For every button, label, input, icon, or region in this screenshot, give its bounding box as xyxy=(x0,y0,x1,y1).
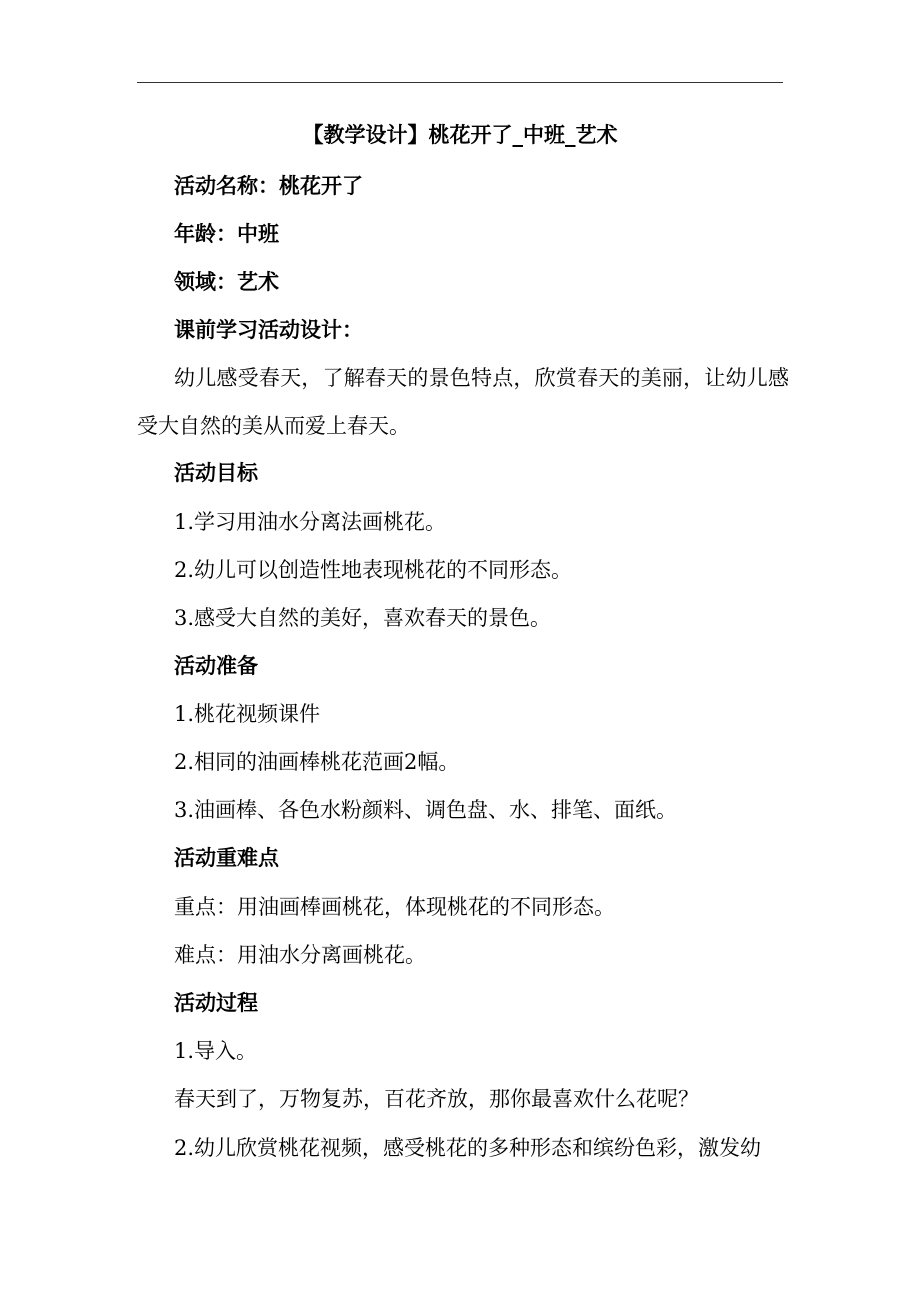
process-step: 2.幼儿欣赏桃花视频，感受桃花的多种形态和缤纷色彩，激发幼 xyxy=(174,1136,762,1160)
activity-name: 活动名称：桃花开了 xyxy=(174,174,363,198)
key-points-heading: 活动重难点 xyxy=(174,846,279,870)
header-rule xyxy=(137,82,783,83)
domain: 领域：艺术 xyxy=(174,270,279,294)
goal-item: 1.学习用油水分离法画桃花。 xyxy=(174,510,447,534)
goals-heading: 活动目标 xyxy=(174,461,258,485)
preparation-heading: 活动准备 xyxy=(174,654,258,678)
pre-class-heading: 课前学习活动设计： xyxy=(174,318,363,342)
goal-item: 3.感受大自然的美好，喜欢春天的景色。 xyxy=(174,606,552,630)
process-heading: 活动过程 xyxy=(174,991,258,1015)
process-step-text: 春天到了，万物复苏，百花齐放，那你最喜欢什么花呢？ xyxy=(174,1087,699,1111)
age: 年龄：中班 xyxy=(174,222,279,246)
goal-item: 2.幼儿可以创造性地表现桃花的不同形态。 xyxy=(174,558,573,582)
pre-class-paragraph: 幼儿感受春天，了解春天的景色特点，欣赏春天的美丽，让幼儿感受大自然的美从而爱上春天。 xyxy=(137,366,789,438)
key-point: 重点：用油画棒画桃花，体现桃花的不同形态。 xyxy=(174,895,615,919)
preparation-item: 3.油画棒、各色水粉颜料、调色盘、水、排笔、面纸。 xyxy=(174,798,678,822)
document-title: 【教学设计】桃花开了_中班_艺术 xyxy=(302,123,618,147)
difficult-point: 难点：用油水分离画桃花。 xyxy=(174,943,426,967)
preparation-item: 2.相同的油画棒桃花范画2幅。 xyxy=(174,750,460,774)
process-step: 1.导入。 xyxy=(174,1039,258,1063)
preparation-item: 1.桃花视频课件 xyxy=(174,702,321,726)
